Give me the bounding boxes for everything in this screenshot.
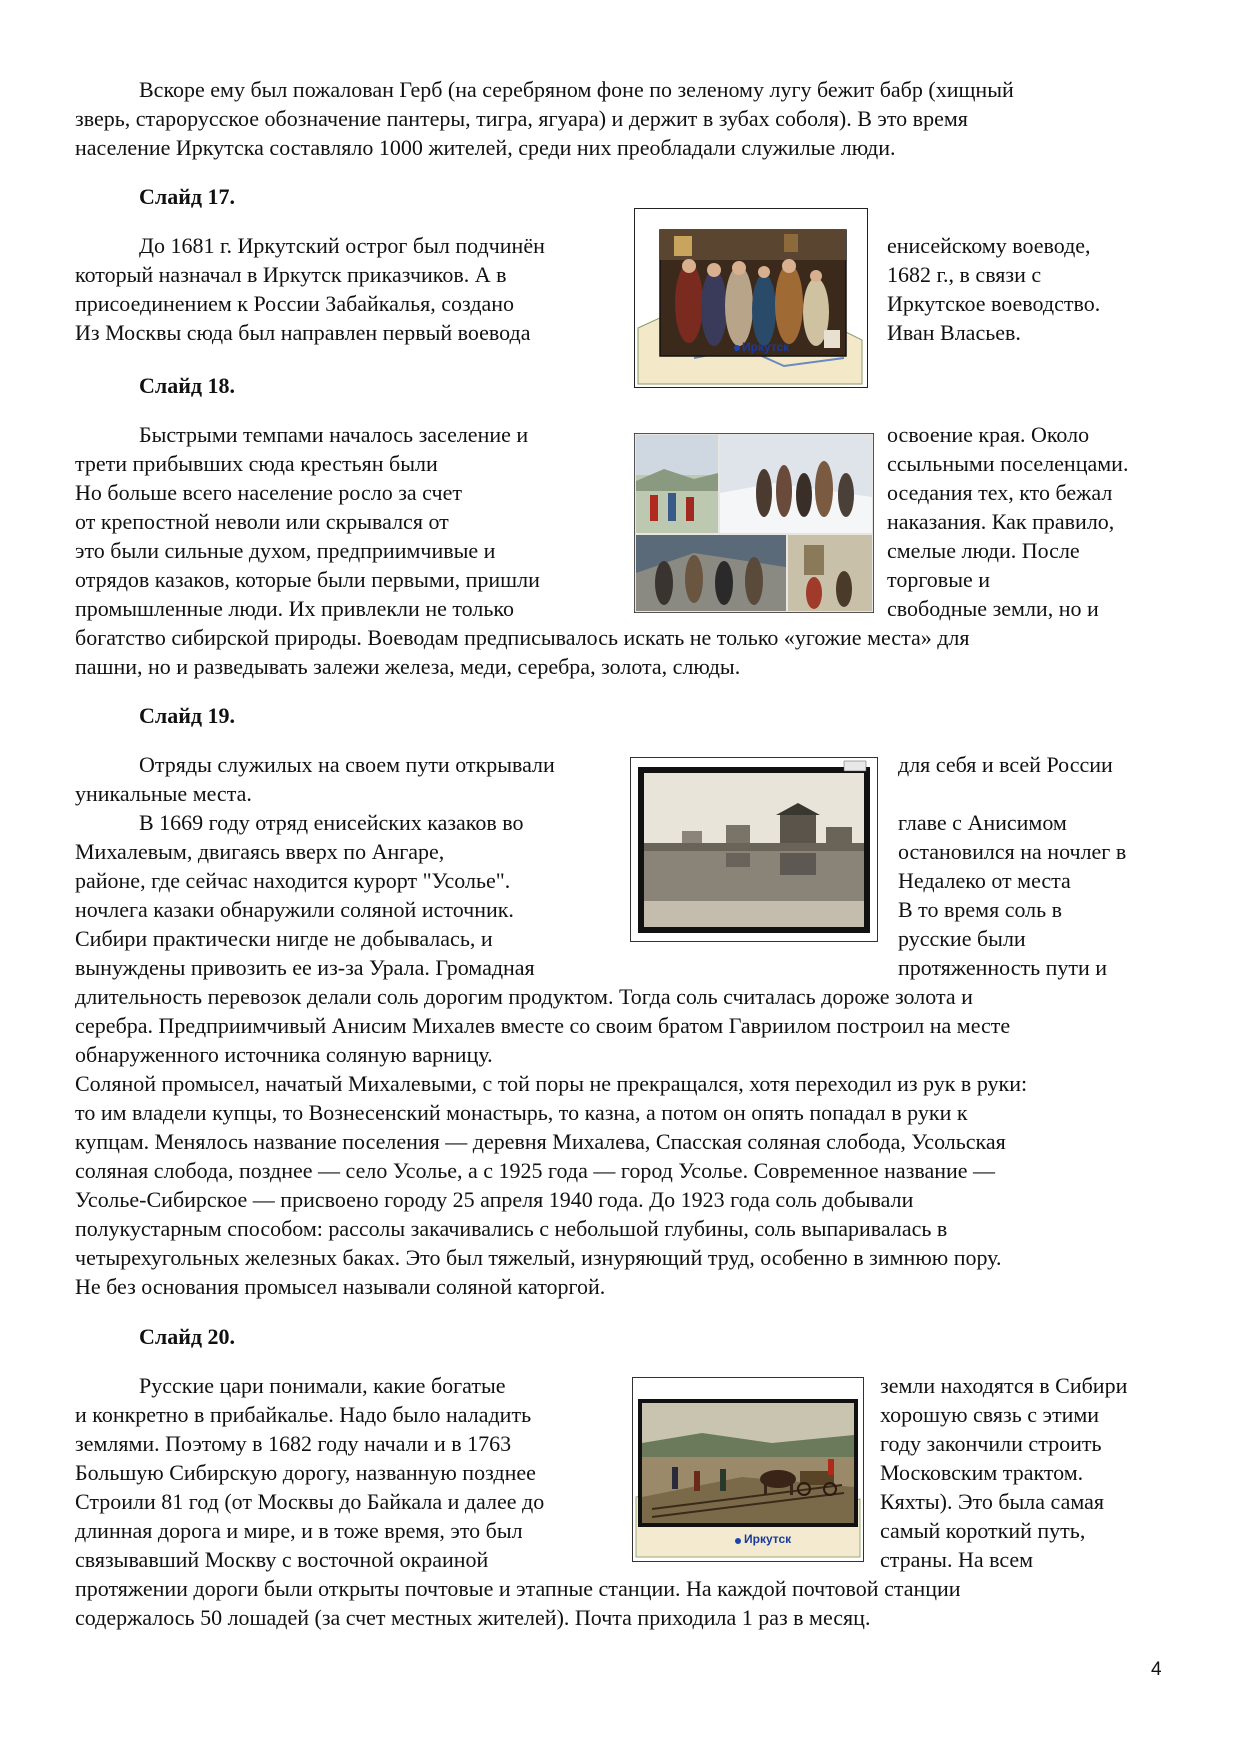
slide-20-image — [632, 1377, 864, 1562]
slide-19-full-6: купцам. Менялось название поселения — деревня Михалева, Спасская соляная слобода, Усольская — [75, 1129, 1006, 1154]
slide-19-left-1: Отряды служилых на своем пути открывали — [139, 752, 555, 777]
slide-19-right-8: протяженность пути и — [898, 955, 1108, 980]
intro-line-3: население Иркутска составляло 1000 жителей, среди них преобладали служилые люди. — [75, 135, 896, 160]
slide-19-full-2: серебра. Предприимчивый Анисим Михалев вместе со своим братом Гавриилом построил на месте — [75, 1013, 1011, 1038]
voivode-painting-image — [634, 208, 868, 388]
slide-19-full-9: полукустарным способом: рассолы закачивались с небольшой глубины, соль выпаривалась в — [75, 1216, 948, 1241]
slide-18-full-2: пашни, но и разведывать залежи железа, меди, серебра, золота, слюды. — [75, 654, 741, 679]
slide-18-left-1: Быстрыми темпами началось заселение и — [139, 422, 529, 447]
slide-19-heading: Слайд 19. — [139, 703, 236, 728]
slide-20-right-5: Кяхты). Это была самая — [880, 1489, 1104, 1514]
slide-20-left-2: и конкретно в прибайкалье. Надо было наладить — [75, 1402, 532, 1427]
usolye-photo-image — [630, 757, 878, 942]
settlers-collage-image — [634, 433, 874, 613]
slide-17-left-1: До 1681 г. Иркутский острог был подчинён — [139, 233, 545, 258]
slide-18-right-3: оседания тех, кто бежал — [887, 480, 1113, 505]
slide-18-left-6: отрядов казаков, которые были первыми, пришли — [75, 567, 540, 592]
slide-19-left-7: Сибири практически нигде не добывалась, и — [75, 926, 493, 951]
slide-18-right-2: ссыльными поселенцами. — [887, 451, 1129, 476]
slide-19-left-6: ночлега казаки обнаружили соляной источник. — [75, 897, 514, 922]
slide-19-full-5: то им владели купцы, то Вознесенский монастырь, то казна, а потом он опять попадал в руки к — [75, 1100, 968, 1125]
slide-18-image — [634, 433, 874, 613]
page-number: 4 — [1151, 1659, 1162, 1680]
slide-19-right-1: для себя и всей России — [898, 752, 1113, 777]
slide-20-right-6: самый короткий путь, — [880, 1518, 1086, 1543]
slide-17-image — [634, 208, 868, 388]
slide-18-right-6: торговые и — [887, 567, 991, 592]
slide-19-full-10: четырехугольных железных баках. Это был тяжелый, изнуряющий труд, особенно в зимнюю пору. — [75, 1245, 1002, 1270]
slide-20-left-1: Русские цари понимали, какие богатые — [139, 1373, 506, 1398]
slide-18-left-3: Но больше всего население росло за счет — [75, 480, 462, 505]
slide-18-right-4: наказания. Как правило, — [887, 509, 1115, 534]
slide-20-heading: Слайд 20. — [139, 1324, 236, 1349]
slide-19-right-4: остановился на ночлег в — [898, 839, 1127, 864]
slide-17-map-label: Иркутск — [742, 340, 790, 354]
slide-18-right-7: свободные земли, но и — [887, 596, 1099, 621]
slide-20-left-3: землями. Поэтому в 1682 году начали и в 1763 — [75, 1431, 512, 1456]
intro-line-2: зверь, старорусское обозначение пантеры, тигра, ягуара) и держит в зубах соболя). В это время — [75, 106, 968, 131]
slide-18-full-1: богатство сибирской природы. Воеводам предписывалось искать не только «угожие места» для — [75, 625, 970, 650]
slide-20-right-7: страны. На всем — [880, 1547, 1034, 1572]
slide-17-right-1: енисейскому воеводе, — [887, 233, 1091, 258]
slide-18-left-5: это были сильные духом, предприимчивые и — [75, 538, 496, 563]
slide-19-full-8: Усолье-Сибирское — присвоено городу 25 апреля 1940 года. До 1923 года соль добывали — [75, 1187, 914, 1212]
slide-18-left-2: трети прибывших сюда крестьян были — [75, 451, 438, 476]
slide-17-left-3: присоединением к России Забайкалья, создано — [75, 291, 515, 316]
slide-20-map-label: Иркутск — [744, 1532, 792, 1546]
slide-20-right-2: хорошую связь с этими — [880, 1402, 1100, 1427]
slide-20-full-1: протяжении дороги были открыты почтовые и этапные станции. На каждой почтовой станции — [75, 1576, 961, 1601]
slide-19-right-5: Недалеко от места — [898, 868, 1071, 893]
slide-17-right-3: Иркутское воеводство. — [887, 291, 1101, 316]
slide-20-left-5: Строили 81 год (от Москвы до Байкала и далее до — [75, 1489, 545, 1514]
slide-18-right-1: освоение края. Около — [887, 422, 1090, 447]
slide-20-left-4: Большую Сибирскую дорогу, названную позднее — [75, 1460, 536, 1485]
slide-19-left-4: Михалевым, двигаясь вверх по Ангаре, — [75, 839, 445, 864]
slide-19-full-3: обнаруженного источника соляную варницу. — [75, 1042, 493, 1067]
slide-20-left-6: длинная дорога и мире, и в тоже время, это был — [75, 1518, 523, 1543]
slide-19-left-8: вынуждены привозить ее из-за Урала. Громадная — [75, 955, 535, 980]
intro-line-1: Вскоре ему был пожалован Герб (на серебряном фоне по зеленому лугу бежит бабр (хищный — [139, 77, 1014, 102]
slide-20-right-1: земли находятся в Сибири — [880, 1373, 1128, 1398]
slide-17-heading: Слайд 17. — [139, 184, 236, 209]
slide-18-heading: Слайд 18. — [139, 373, 236, 398]
slide-19-full-11: Не без основания промысел называли соляной каторгой. — [75, 1274, 606, 1299]
slide-20-left-7: связывавший Москву с восточной окраиной — [75, 1547, 489, 1572]
slide-17-right-2: 1682 г., в связи с — [887, 262, 1042, 287]
slide-18-left-4: от крепостной неволи или скрывался от — [75, 509, 449, 534]
slide-19-right-6: В то время соль в — [898, 897, 1063, 922]
slide-17-left-4: Из Москвы сюда был направлен первый воевода — [75, 320, 531, 345]
slide-18-left-7: промышленные люди. Их привлекли не только — [75, 596, 514, 621]
slide-19-left-5: районе, где сейчас находится курорт "Усолье". — [75, 868, 511, 893]
slide-17-left-2: который назначал в Иркутск приказчиков. А в — [75, 262, 507, 287]
slide-20-right-3: году закончили строить — [880, 1431, 1102, 1456]
slide-19-full-4: Соляной промысел, начатый Михалевыми, с той поры не прекращался, хотя переходил из рук в руки: — [75, 1071, 1028, 1096]
slide-18-right-5: смелые люди. После — [887, 538, 1080, 563]
slide-20-right-4: Московским трактом. — [880, 1460, 1084, 1485]
slide-19-full-7: соляная слобода, позднее — село Усолье, а с 1925 года — город Усолье. Современное название — — [75, 1158, 996, 1183]
slide-19-full-1: длительность перевозок делали соль дорогим продуктом. Тогда соль считалась дороже золота и — [75, 984, 973, 1009]
slide-17-right-4: Иван Власьев. — [887, 320, 1021, 345]
slide-19-left-2: уникальные места. — [75, 781, 252, 806]
slide-20-full-2: содержалось 50 лошадей (за счет местных жителей). Почта приходила 1 раз в месяц. — [75, 1605, 871, 1630]
slide-19-right-3: главе с Анисимом — [898, 810, 1067, 835]
slide-19-right-7: русские были — [898, 926, 1026, 951]
slide-19-left-3: В 1669 году отряд енисейских казаков во — [139, 810, 524, 835]
slide-19-image — [630, 757, 878, 942]
